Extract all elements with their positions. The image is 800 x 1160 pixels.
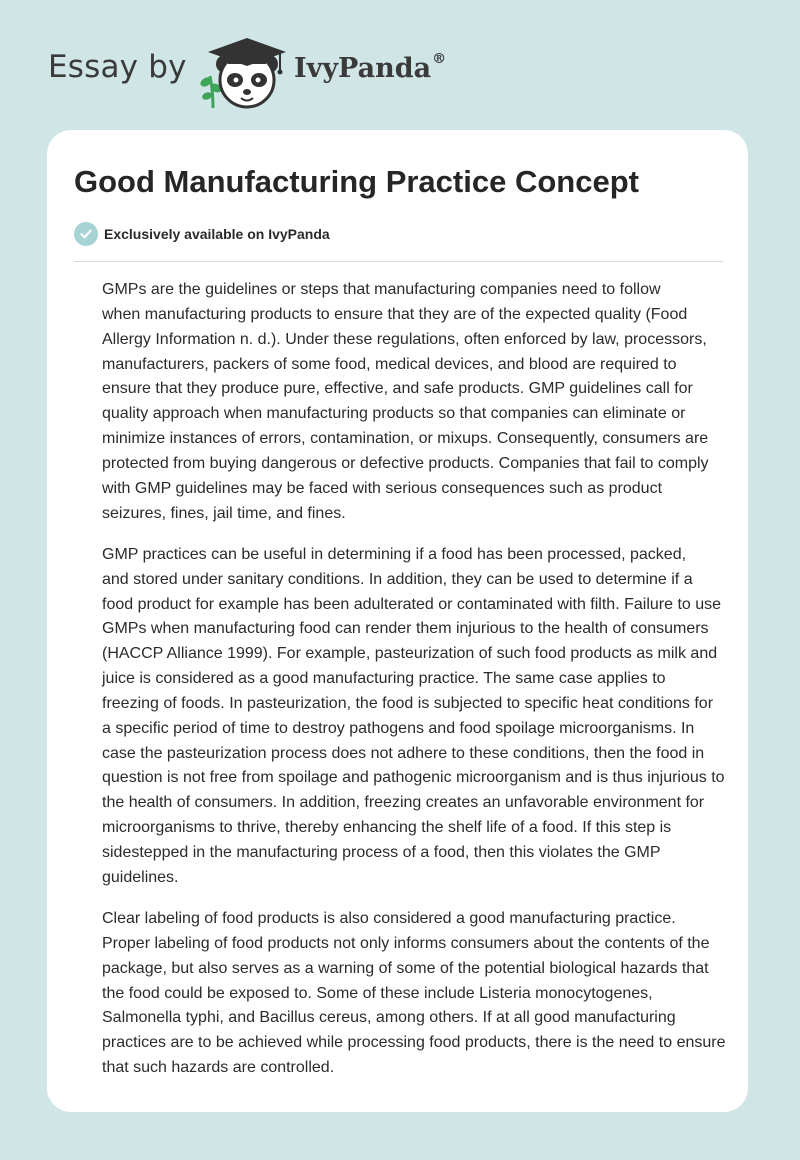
brand-logo[interactable] bbox=[294, 53, 446, 84]
text-line: ensure that they produce pure, effective, and safe products. GMP guidelines call for bbox=[102, 380, 693, 398]
essay-card bbox=[47, 130, 748, 1112]
badge-label: Exclusively available on IvyPanda bbox=[104, 226, 330, 242]
text-line: Allergy Information n. d.). Under these regulations, often enforced by law, processors, bbox=[102, 330, 707, 348]
paragraph bbox=[74, 907, 725, 1081]
text-line: GMP practices can be useful in determining if a food has been processed, packed, bbox=[102, 545, 687, 563]
text-line: sidestepped in the manufacturing process of a food, then this violates the GMP bbox=[102, 843, 661, 861]
site-header bbox=[0, 0, 800, 130]
text-line: (HACCP Alliance 1999). For example, pasteurization of such food products as milk and bbox=[102, 645, 718, 663]
registered-mark: ® bbox=[432, 51, 447, 67]
text-line: guidelines. bbox=[102, 868, 179, 886]
text-line: GMPs when manufacturing food can render them injurious to the health of consumers bbox=[102, 620, 709, 638]
text-line: practices are to be achieved while processing food products, there is the need to ensure bbox=[102, 1034, 726, 1052]
panda-mascot-icon bbox=[198, 34, 290, 110]
text-line: protected from buying dangerous or defective products. Companies that fail to comply bbox=[102, 454, 709, 472]
brand-name: IvyPanda bbox=[294, 53, 432, 84]
text-line: Proper labeling of food products not only informs consumers about the contents of the bbox=[102, 934, 710, 952]
check-icon bbox=[74, 222, 98, 246]
text-line: food product for example has been adulterated or contaminated with filth. Failure to use bbox=[102, 595, 722, 613]
text-line: that such hazards are controlled. bbox=[102, 1059, 335, 1077]
text-line: minimize instances of errors, contamination, or mixups. Consequently, consumers are bbox=[102, 430, 709, 448]
text-line: with GMP guidelines may be faced with serious consequences such as product bbox=[102, 479, 663, 497]
text-line: the food could be exposed to. Some of these include Listeria monocytogenes, bbox=[102, 984, 653, 1002]
text-line: Clear labeling of food products is also considered a good manufacturing practice. bbox=[102, 910, 676, 928]
text-line: package, but also serves as a warning of some of the potential biological hazards that bbox=[102, 959, 709, 977]
essay-by-label: Essay by bbox=[48, 49, 187, 85]
text-line: question is not free from spoilage and pathogenic microorganism and is thus injurious to bbox=[102, 769, 725, 787]
text-line: case the pasteurization process does not adhere to these conditions, then the food in bbox=[102, 744, 705, 762]
divider bbox=[74, 261, 723, 262]
text-line: GMPs are the guidelines or steps that manufacturing companies need to follow bbox=[102, 281, 661, 298]
text-line: the health of consumers. In addition, freezing creates an unfavorable environment for bbox=[102, 794, 705, 812]
text-line: Salmonella typhi, and Bacillus cereus, among others. If at all good manufacturing bbox=[102, 1009, 676, 1027]
text-line: juice is considered as a good manufacturing practice. The same case applies to bbox=[102, 670, 666, 688]
page-title: Good Manufacturing Practice Concept bbox=[74, 164, 639, 199]
text-line: a specific period of time to destroy pathogens and food spoilage microorganisms. In bbox=[102, 719, 695, 737]
text-line: seizures, fines, jail time, and fines. bbox=[102, 504, 346, 522]
essay-body bbox=[74, 278, 725, 1097]
text-line: manufacturers, packers of some food, medical devices, and blood are required to bbox=[102, 355, 677, 373]
text-line: and stored under sanitary conditions. In addition, they can be used to determine if a bbox=[102, 570, 693, 588]
paragraph bbox=[74, 543, 725, 891]
text-line: when manufacturing products to ensure that they are of the expected quality (Food bbox=[102, 305, 688, 323]
text-line: quality approach when manufacturing products so that companies can eliminate or bbox=[102, 405, 686, 423]
text-line: microorganisms to thrive, thereby enhancing the shelf life of a food. If this step is bbox=[102, 819, 672, 837]
exclusive-badge bbox=[74, 222, 330, 246]
paragraph bbox=[74, 278, 725, 526]
text-line: freezing of foods. In pasteurization, the food is subjected to specific heat conditions for bbox=[102, 694, 714, 712]
